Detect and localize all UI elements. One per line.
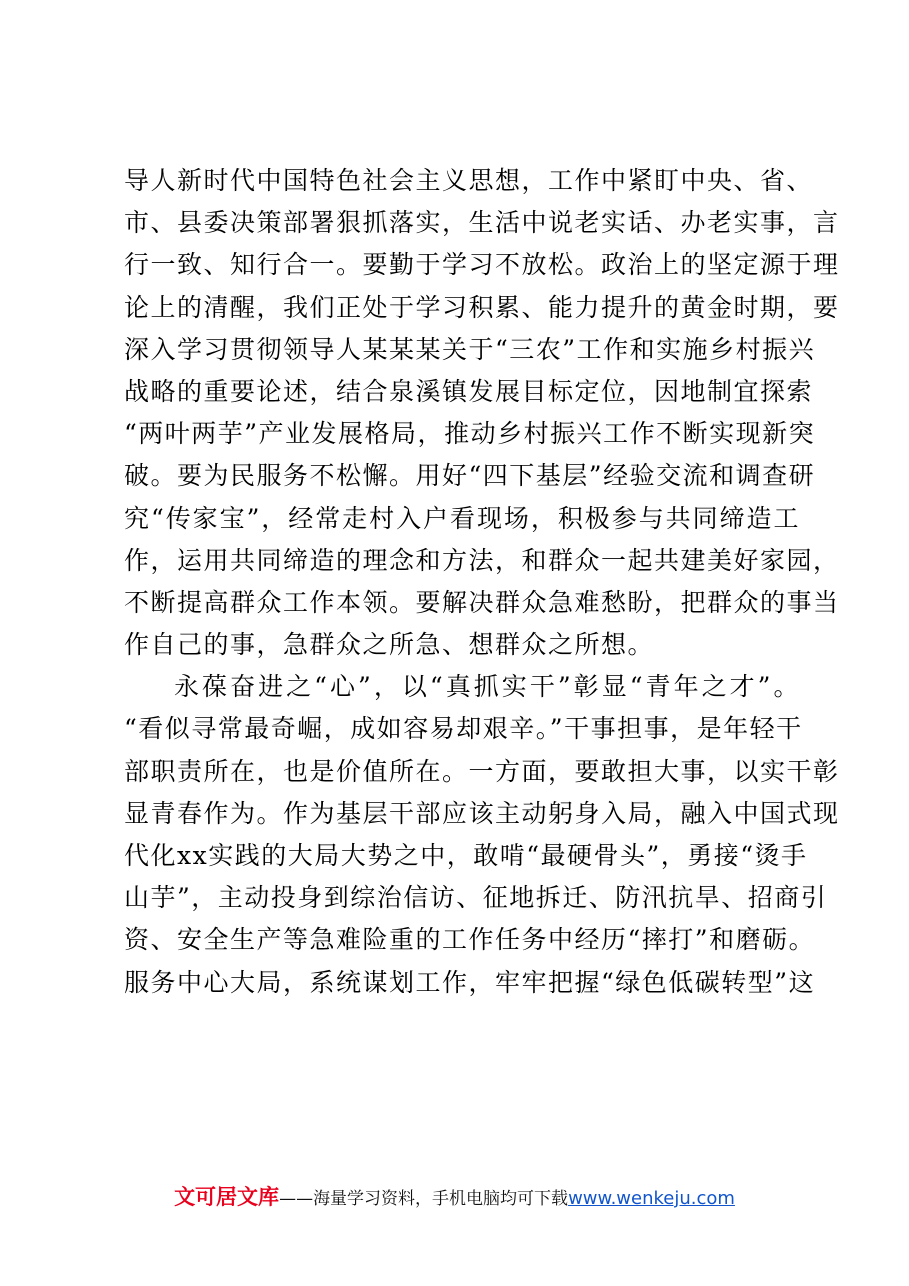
footer-tagline: ——海量学习资料，手机电脑均可下载	[279, 1189, 569, 1209]
body-line: 代化xx实践的大局大势之中，敢啃“最硬骨头”，勇接“烫手	[124, 841, 808, 870]
body-line: 不断提高群众工作本领。要解决群众急难愁盼，把群众的事当	[124, 587, 840, 617]
body-line: 行一致、知行合一。要勤于学习不放松。政治上的坚定源于理	[124, 250, 840, 280]
body-line: 破。要为民服务不松懈。用好“四下基层”经验交流和调查研	[124, 461, 816, 491]
page-footer	[0, 1181, 909, 1211]
body-line: 服务中心大局，系统谋划工作，牢牢把握“绿色低碳转型”这	[124, 967, 816, 997]
body-line: 究“传家宝”，经常走村入户看现场，积极参与共同缔造工	[124, 503, 800, 533]
body-line: “两叶两芋”产业发展格局，推动乡村振兴工作不断实现新突	[124, 419, 816, 449]
body-line: 显青春作为。作为基层干部应该主动躬身入局，融入中国式现	[124, 798, 840, 828]
body-line: 战略的重要论述，结合泉溪镇发展目标定位，因地制宜探索	[124, 376, 814, 406]
body-line: 深入学习贯彻领导人某某某关于“三农”工作和实施乡村振兴	[124, 334, 816, 364]
body-line: 导人新时代中国特色社会主义思想，工作中紧盯中央、省、	[124, 166, 814, 195]
paragraph-first-line: 永葆奋进之“心”，以“真抓实干”彰显“青年之才”。	[174, 672, 800, 702]
body-line: 论上的清醒，我们正处于学习积累、能力提升的黄金时期，要	[124, 292, 840, 322]
body-line: 市、县委决策部署狠抓落实，生活中说老实话、办老实事，言	[124, 208, 840, 238]
body-line: 资、安全生产等急难险重的工作任务中经历“摔打”和磨砺。	[124, 925, 816, 955]
document-body	[124, 160, 840, 1004]
body-line: 山芋”，主动投身到综治信访、征地拆迁、防汛抗旱、招商引	[124, 883, 828, 913]
body-line: 部职责所在，也是价值所在。一方面，要敢担大事，以实干彰	[124, 756, 840, 786]
body-line: 作自己的事，急群众之所急、想群众之所想。	[124, 630, 655, 660]
footer-site-link[interactable]: www.wenkeju.com	[568, 1188, 735, 1209]
body-line: “看似寻常最奇崛，成如容易却艰辛。”干事担事，是年轻干	[124, 714, 803, 744]
body-line: 作，运用共同缔造的理念和方法，和群众一起共建美好家园，	[124, 545, 840, 575]
footer-brand: 文可居文库	[174, 1185, 280, 1209]
